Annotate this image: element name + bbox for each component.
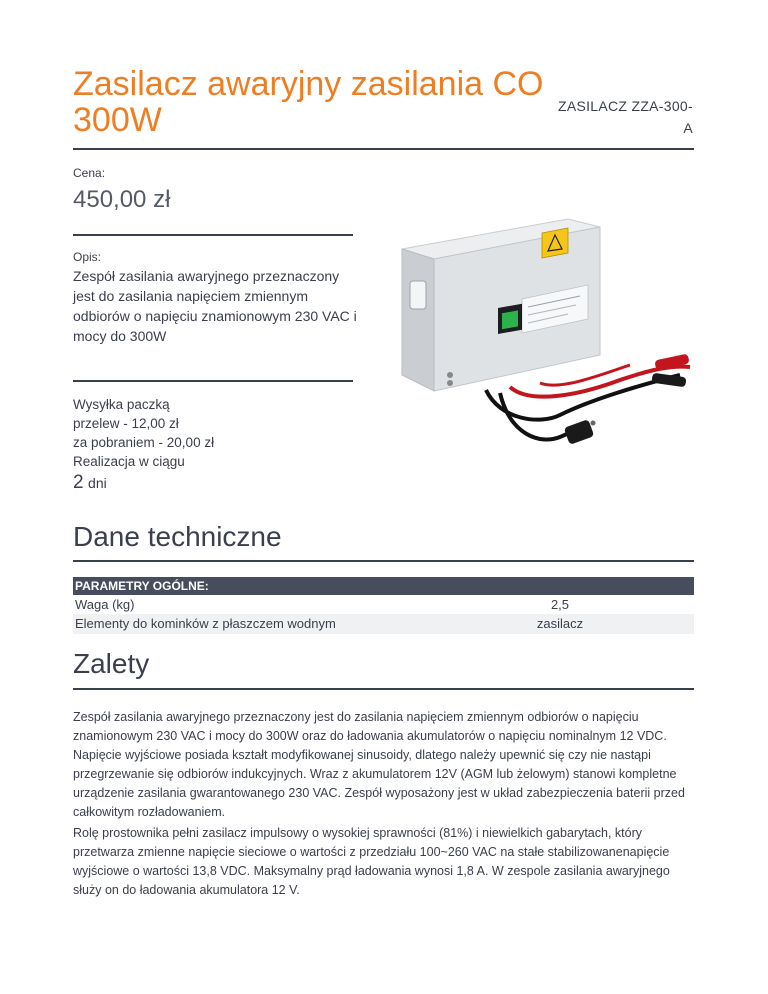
lead-time-unit: dni <box>88 475 107 491</box>
description-text: Zespół zasilania awaryjnego przeznaczony jest do zasilania napięciem zmiennym odbiorów o napięciu znamionowym 230 VAC i mocy do 300W <box>73 268 357 344</box>
title-divider <box>73 148 694 150</box>
shipping-transfer: przelew - 12,00 zł <box>73 416 179 431</box>
spec-value: zasilacz <box>536 616 584 631</box>
lead-time-label: Realizacja w ciągu <box>73 454 185 469</box>
product-title: Zasilacz awaryjny zasilania CO 300W <box>73 65 544 139</box>
spec-key: Elementy do kominków z płaszczem wodnym <box>75 616 336 631</box>
spec-group-header: PARAMETRY OGÓLNE: <box>73 577 694 595</box>
price-value: 450,00 zł <box>73 186 171 213</box>
description-divider <box>73 380 353 382</box>
price-divider <box>73 234 353 236</box>
technical-divider <box>73 560 694 562</box>
advantages-paragraph: Zespół zasilania awaryjnego przeznaczony jest do zasilania napięciem zmiennym odbiorów o napięciu znamionowym 230 VAC i mocy do 300W oraz do ładowania akumulatorów o napięciu nominalnym 12 VDC. Napięcie wyjściowe posiada kształt modyfikowanej sinusoidy, dlatego należy upewnić się czy nie nastąpi przegrzewanie się odbiorów indukcyjnych. Wraz z akumulatorem 12V (AGM lub żelowym) stanowi kompletne urządzenie zasilania gwarantowanego 230 VAC. Zespół wyposażony jest w układ zabezpieczenia baterii przed całkowitym rozładowaniem. <box>73 710 685 819</box>
description-label: Opis: <box>73 250 102 264</box>
spec-row <box>73 595 694 615</box>
advantages-divider <box>73 688 694 690</box>
advantages-heading: Zalety <box>73 648 150 679</box>
spec-value: 2,5 <box>550 597 570 612</box>
product-sku: ZASILACZ ZZA-300-A <box>557 98 693 136</box>
spec-key: Waga (kg) <box>75 597 135 612</box>
technical-heading: Dane techniczne <box>73 521 282 552</box>
shipping-label: Wysyłka paczką <box>73 397 170 412</box>
product-image <box>390 215 702 475</box>
lead-time-number: 2 <box>73 472 84 493</box>
shipping-cod: za pobraniem - 20,00 zł <box>73 435 215 450</box>
spec-row <box>73 614 694 634</box>
lead-time <box>73 472 107 494</box>
advantages-paragraph: Rolę prostownika pełni zasilacz impulsowy o wysokiej sprawności (81%) i niewielkich gabarytach, który przetwarza zmienne napięcie sieciowe o wartości z przedziału 100~260 VAC na stałe stabilizowanenapięcie wyjściowe o wartości 13,8 VDC. Maksymalny prąd ładowania wynosi 1,8 A. W zespole zasilania awaryjnego służy on do ładowania akumulatora 12 V. <box>73 826 670 897</box>
price-label: Cena: <box>73 166 106 180</box>
